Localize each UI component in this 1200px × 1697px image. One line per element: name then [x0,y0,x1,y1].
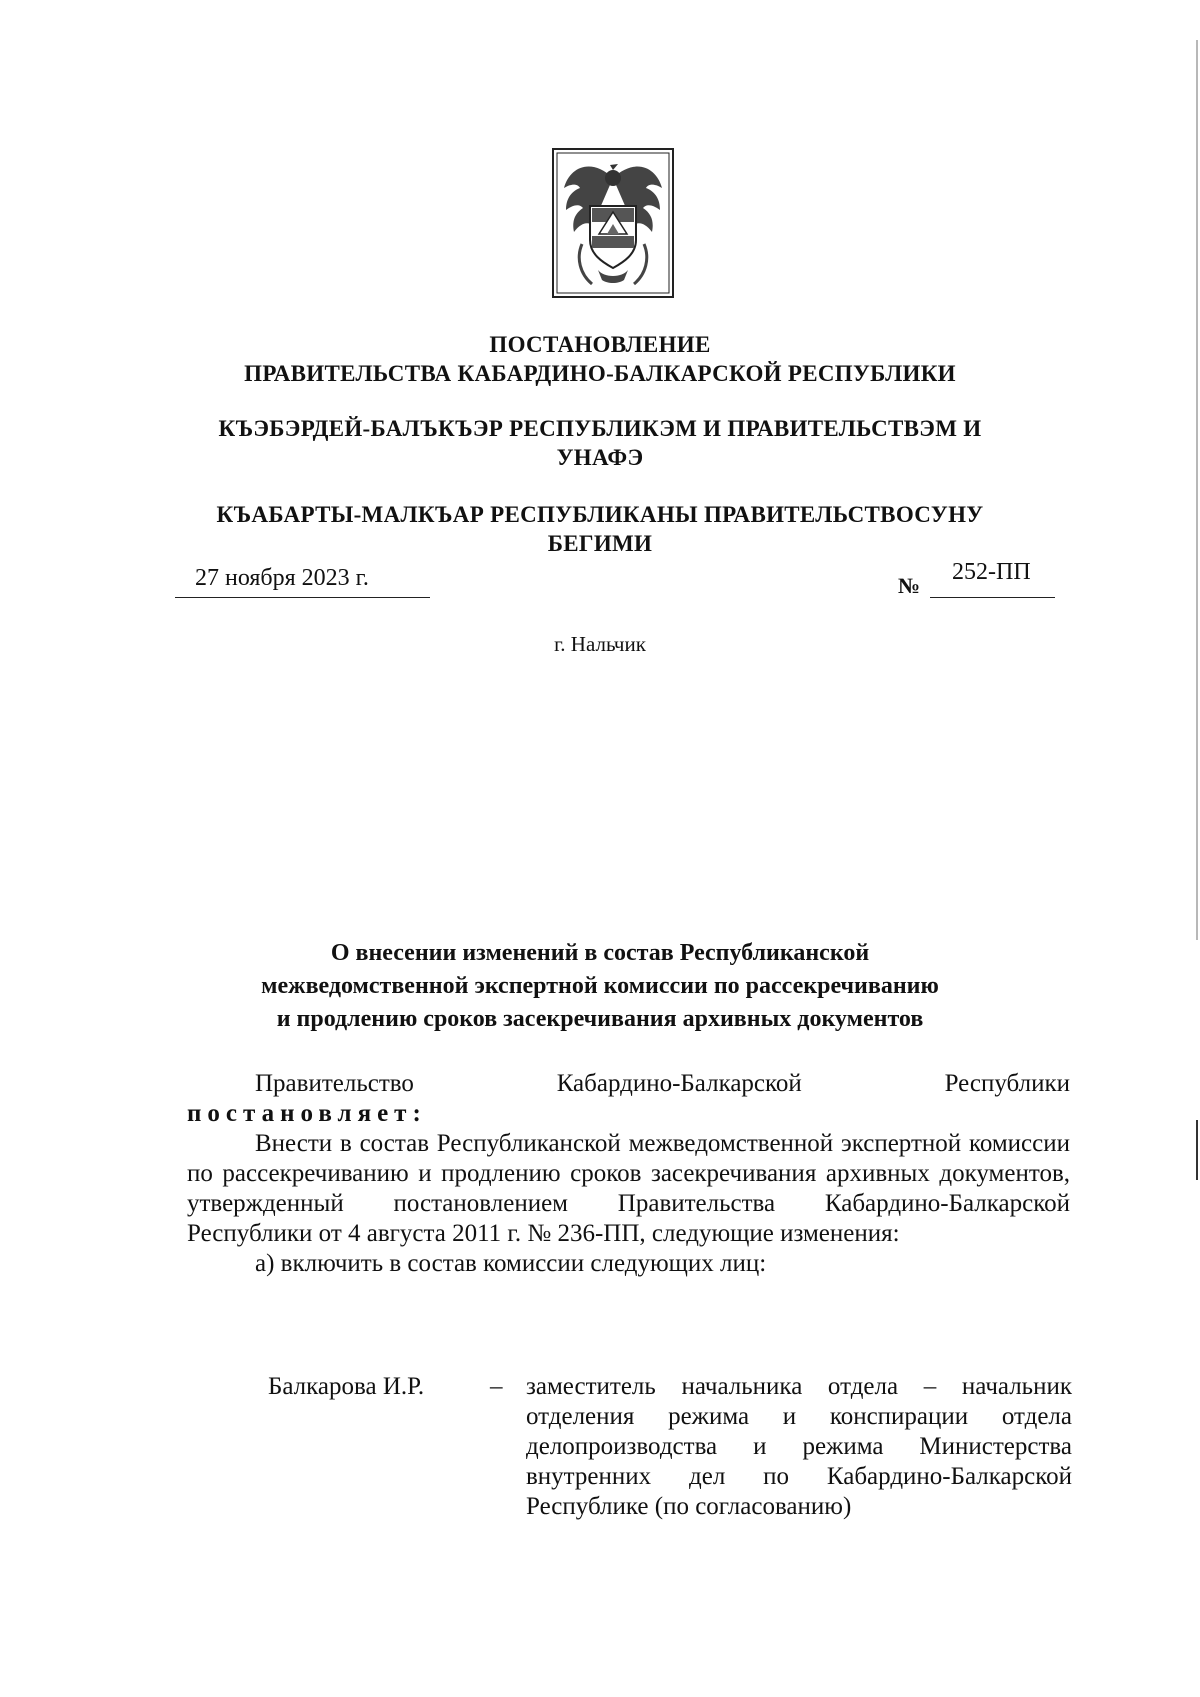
balkar-heading-line2: БЕГИМИ [547,531,653,556]
doc-type-heading: ПОСТАНОВЛЕНИЕ [489,332,711,357]
issuer-heading: ПРАВИТЕЛЬСТВА КАБАРДИНО-БАЛКАРСКОЙ РЕСПУБЛИКИ [244,361,956,386]
city: г. Нальчик [554,632,646,656]
title-line: О внесении изменений в состав Республиканской [330,940,870,966]
person-dash: – [490,1373,503,1400]
title-line: межведомственной экспертной комиссии по рассекречиванию [261,973,939,999]
person-name: Балкарова И.Р. [268,1373,425,1400]
intro-word: Правительство [255,1070,414,1097]
intro-word: Республики [944,1070,1070,1097]
kabardian-heading-line2: УНАФЭ [556,445,644,470]
document-title [180,937,1020,1036]
person-description: заместитель начальника отдела – начальник отделения режима и конспирации отдела делопроизводства и режима Министерства внутренних дел по Кабардино-Балкарской Республике (по согласованию) [526,1373,1072,1520]
number-underline [930,597,1055,598]
balkar-heading-line1: КЪАБАРТЫ-МАЛКЪАР РЕСПУБЛИКАНЫ ПРАВИТЕЛЬСТВОСУНУ [216,502,984,527]
document-body [187,1069,1070,1279]
title-line: и продлению сроков засекречивания архивных документов [276,1006,924,1032]
intro-word: Кабардино-Балкарской [556,1070,802,1097]
scan-edge-mark [1196,40,1198,940]
document-date: 27 ноября 2023 г. [195,565,369,591]
date-underline [175,597,430,598]
paragraph-item-a: а) включить в состав комиссии следующих лиц: [255,1250,767,1277]
scan-edge-mark [1196,1120,1198,1180]
coat-of-arms-icon [552,148,674,298]
paragraph-main: Внести в состав Республиканской межведомственной экспертной комиссии по рассекречиванию и продлению сроков засекречивания архивных документов, утвержденный постановлением Правительства Кабардино-Балкарской Республики от 4 августа 2011 г. № 236-ПП, следующие изменения: [187,1130,1070,1247]
number-sign: № [898,573,921,598]
intro-line [187,1069,1070,1099]
document-number: 252-ПП [952,559,1031,585]
decree-word: постановляет: [187,1100,427,1127]
kabardian-heading-line1: КЪЭБЭРДЕЙ-БАЛЪКЪЭР РЕСПУБЛИКЭМ И ПРАВИТЕЛЬСТВЭМ И [218,416,982,441]
